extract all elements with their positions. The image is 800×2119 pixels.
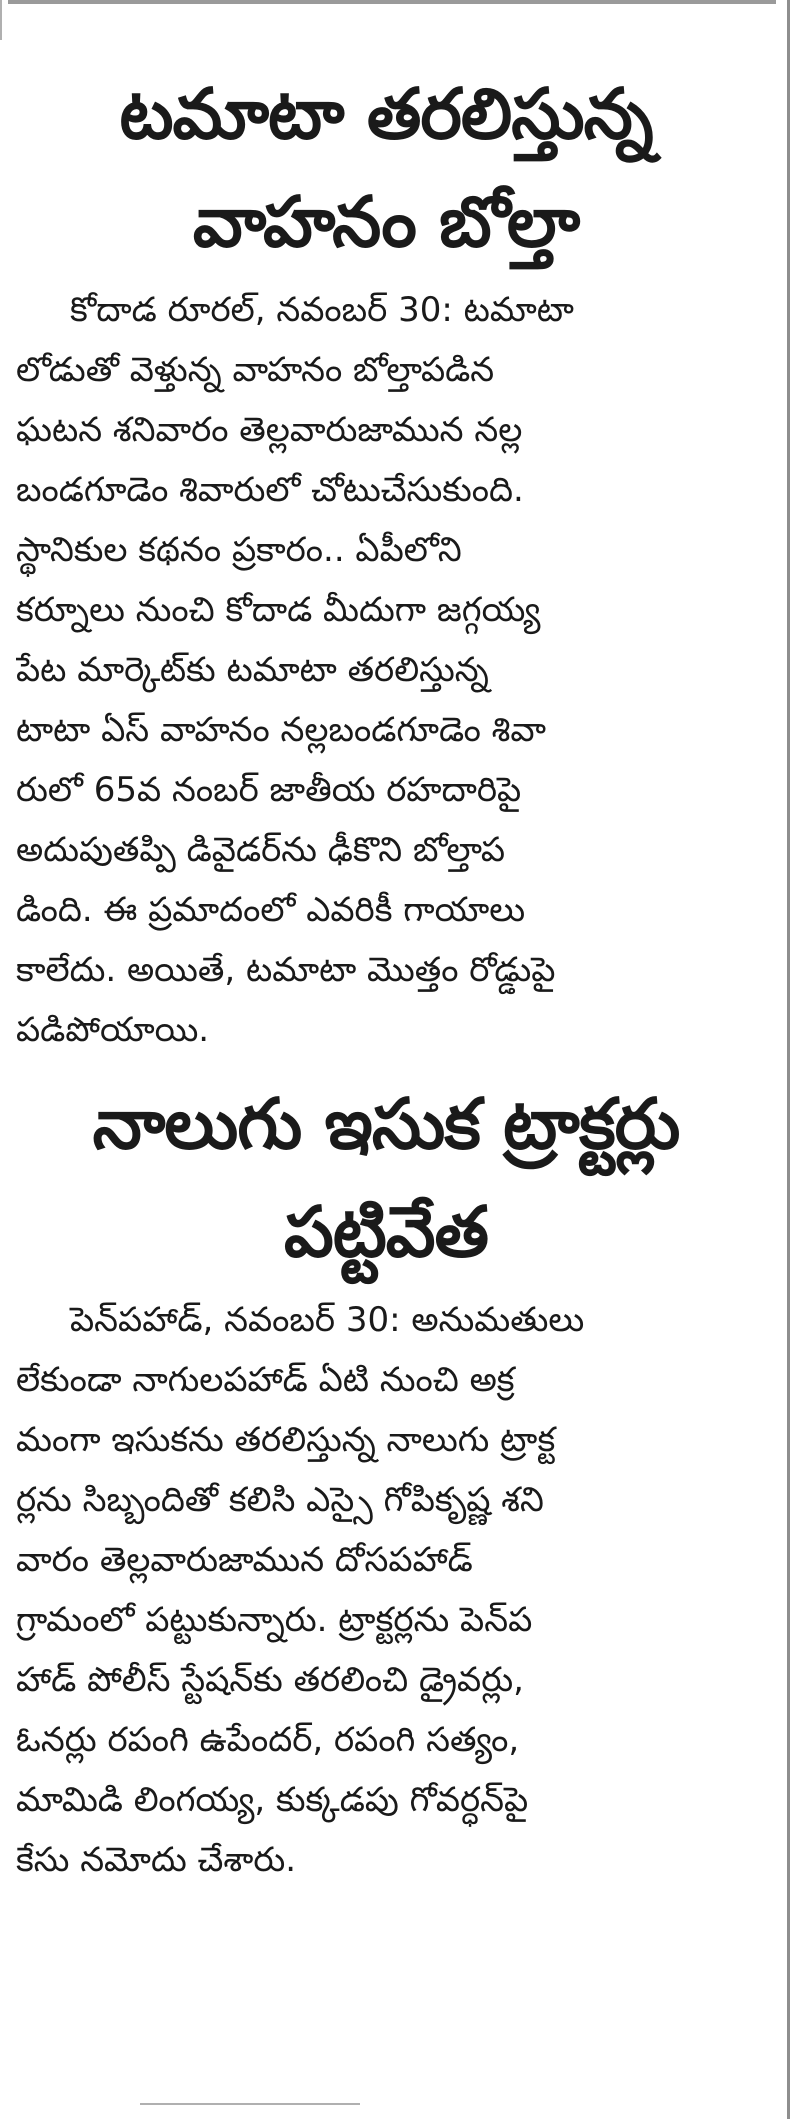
article-body	[16, 1290, 756, 1890]
article-body	[16, 280, 756, 1060]
body-line: గ్రామంలో పట్టుకున్నారు. ట్రాక్టర్లను పెన్‌ప	[16, 1600, 533, 1640]
body-line: డింది. ఈ ప్రమాదంలో ఎవరికీ గాయాలు	[16, 890, 526, 930]
body-line: ఘటన శనివారం తెల్లవారుజామున నల్ల	[16, 410, 523, 450]
body-line: పెన్‌పహాడ్, నవంబర్ 30: అనుమతులు	[70, 1300, 585, 1340]
article-tomato-vehicle	[16, 60, 756, 1060]
news-column	[16, 60, 756, 1890]
body-line: ర్లను సిబ్బందితో కలిసి ఎస్సై గోపికృష్ణ శని	[16, 1480, 544, 1520]
body-line: వారం తెల్లవారుజామున దోసపహాడ్	[16, 1540, 473, 1580]
body-line: మంగా ఇసుకను తరలిస్తున్న నాలుగు ట్రాక్ట	[16, 1420, 556, 1460]
headline-line: టమాటా తరలిస్తున్న	[119, 73, 653, 155]
body-line: బండగూడెం శివారులో చోటుచేసుకుంది.	[16, 470, 524, 510]
body-line: కర్నూలు నుంచి కోదాడ మీదుగా జగ్గయ్య	[16, 590, 541, 630]
body-line: కేసు నమోదు చేశారు.	[16, 1840, 297, 1880]
article-headline	[16, 60, 756, 276]
headline-line: నాలుగు ఇసుక ట్రాక్టర్లు	[92, 1083, 680, 1165]
body-line: హాడ్ పోలీస్ స్టేషన్‌కు తరలించి డ్రైవర్లు,	[16, 1660, 524, 1700]
body-line: పడిపోయాయి.	[16, 1010, 210, 1050]
article-sand-tractors	[16, 1070, 756, 1890]
cut-off-next-headline-fragment	[140, 2103, 360, 2115]
left-column-rule	[0, 0, 2, 40]
body-line: స్థానికుల కథనం ప్రకారం.. ఏపీలోని	[16, 530, 462, 570]
body-line: రులో 65వ నంబర్ జాతీయ రహదారిపై	[16, 770, 522, 810]
body-line: లోడుతో వెళ్తున్న వాహనం బోల్తాపడిన	[16, 350, 495, 390]
body-line: అదుపుతప్పి డివైడర్‌ను ఢీకొని బోల్తాప	[16, 830, 506, 870]
right-column-rule	[787, 0, 790, 2119]
article-headline	[16, 1070, 756, 1286]
body-line: పేట మార్కెట్‌కు టమాటా తరలిస్తున్న	[16, 650, 489, 690]
top-border-rule	[8, 0, 776, 4]
body-line: మామిడి లింగయ్య, కుక్కడపు గోవర్ధన్‌పై	[16, 1780, 529, 1820]
body-line: లేకుండా నాగులపహాడ్ ఏటి నుంచి అక్ర	[16, 1360, 515, 1400]
headline-line: వాహనం బోల్తా	[192, 181, 580, 263]
body-line: కాలేదు. అయితే, టమాటా మొత్తం రోడ్డుపై	[16, 950, 556, 990]
body-line: కోదాడ రూరల్, నవంబర్ 30: టమాటా	[70, 290, 574, 330]
body-line: టాటా ఏస్ వాహనం నల్లబండగూడెం శివా	[16, 710, 546, 750]
body-line: ఓనర్లు రపంగి ఉపేందర్, రపంగి సత్యం,	[16, 1720, 520, 1760]
headline-line: పట్టివేత	[283, 1191, 489, 1273]
